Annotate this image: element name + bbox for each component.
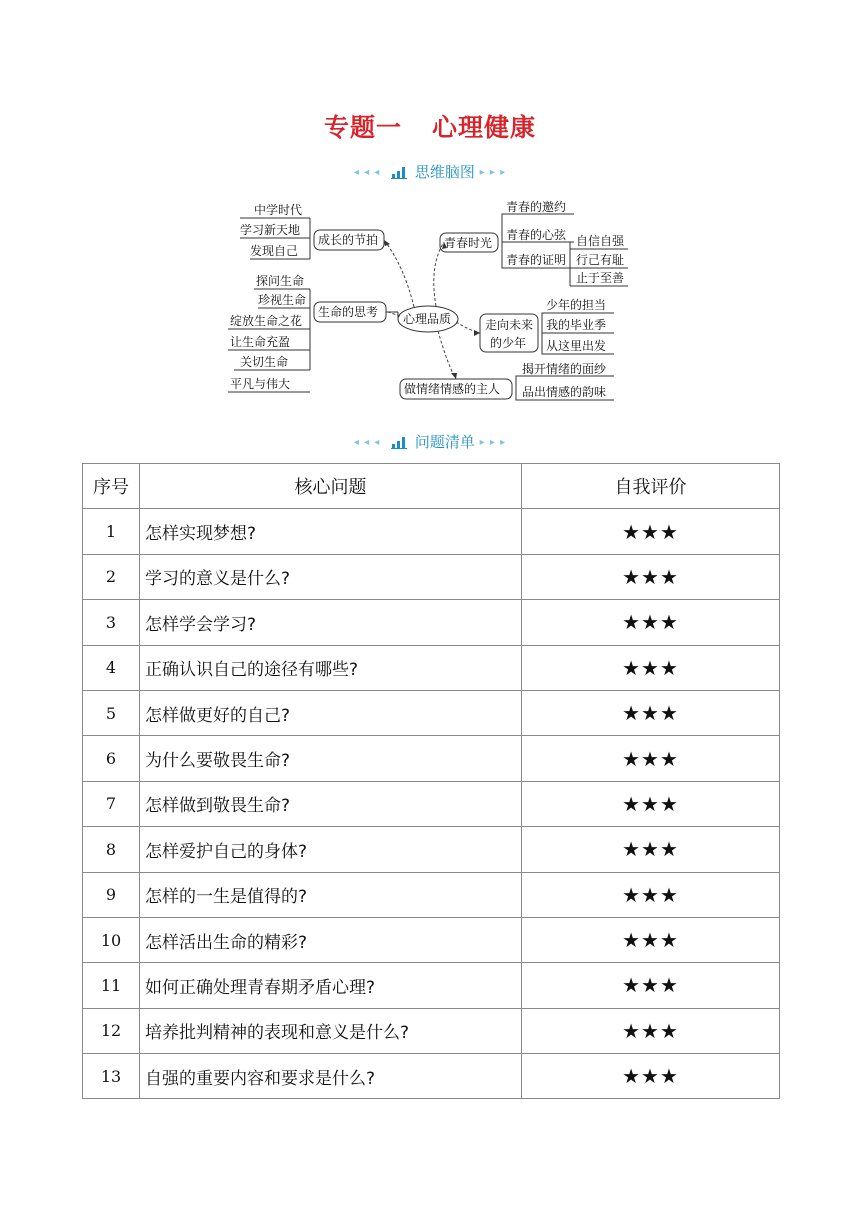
row-rating: ★★★ [522, 509, 780, 554]
row-rating: ★★★ [522, 917, 780, 962]
row-number: 1 [83, 509, 140, 554]
table-row [83, 554, 780, 599]
row-number: 3 [83, 600, 140, 645]
mm-leaf: 青春的证明 [506, 253, 567, 267]
row-number: 5 [83, 690, 140, 735]
mm-subleaf: 自信自强 [576, 234, 625, 248]
row-rating: ★★★ [522, 600, 780, 645]
row-rating: ★★★ [522, 827, 780, 872]
mm-leaf: 学习新天地 [240, 223, 301, 237]
mm-leaf: 中学时代 [254, 203, 303, 217]
table-row [83, 1054, 780, 1099]
row-number: 9 [83, 872, 140, 917]
mm-branch: 生命的思考 [318, 305, 379, 319]
row-number: 8 [83, 827, 140, 872]
mm-branch: 做情绪情感的主人 [404, 382, 501, 396]
left-arrows-icon: ◂ ◂ ◂ [353, 437, 381, 448]
header-number: 序号 [83, 464, 140, 509]
row-number: 2 [83, 554, 140, 599]
row-number: 12 [83, 1008, 140, 1053]
row-question: 培养批判精神的表现和意义是什么? [140, 1008, 522, 1053]
question-table [82, 463, 780, 1099]
table-row [83, 645, 780, 690]
mm-branch-line2: 的少年 [490, 336, 527, 350]
row-question: 学习的意义是什么? [140, 554, 522, 599]
row-number: 7 [83, 781, 140, 826]
mm-center: 心理品质 [403, 312, 452, 326]
mm-leaf: 关切生命 [240, 355, 289, 369]
mm-leaf: 发现自己 [250, 244, 299, 258]
row-question: 自强的重要内容和要求是什么? [140, 1054, 522, 1099]
mm-leaf: 少年的担当 [546, 298, 607, 312]
bar-chart-icon [391, 165, 407, 179]
table-row [83, 1008, 780, 1053]
table-row [83, 781, 780, 826]
mind-map [224, 196, 644, 406]
table-row [83, 827, 780, 872]
table-row [83, 509, 780, 554]
mm-branch: 成长的节拍 [318, 233, 379, 247]
row-number: 11 [83, 963, 140, 1008]
row-rating: ★★★ [522, 1008, 780, 1053]
row-question: 怎样活出生命的精彩? [140, 917, 522, 962]
row-rating: ★★★ [522, 554, 780, 599]
mindmap-section-label: 思维脑图 [414, 163, 475, 181]
mm-leaf: 绽放生命之花 [230, 314, 303, 328]
mm-subleaf: 行己有耻 [576, 253, 625, 267]
row-question: 怎样学会学习? [140, 600, 522, 645]
mm-leaf: 让生命充盈 [230, 335, 291, 349]
bar-chart-icon [391, 435, 407, 449]
row-question: 怎样做更好的自己? [140, 690, 522, 735]
table-row [83, 917, 780, 962]
table-row [83, 690, 780, 735]
mm-subleaf: 止于至善 [576, 271, 625, 285]
right-arrows-icon: ▸ ▸ ▸ [479, 437, 507, 448]
mm-leaf: 品出情感的韵味 [522, 385, 607, 399]
table-header-row [83, 464, 780, 509]
row-number: 6 [83, 736, 140, 781]
mm-leaf: 探问生命 [256, 274, 305, 288]
row-rating: ★★★ [522, 872, 780, 917]
table-row [83, 872, 780, 917]
row-number: 10 [83, 917, 140, 962]
left-arrows-icon: ◂ ◂ ◂ [353, 167, 381, 178]
mm-leaf: 从这里出发 [546, 339, 607, 353]
row-rating: ★★★ [522, 690, 780, 735]
row-rating: ★★★ [522, 1054, 780, 1099]
page-title [0, 108, 860, 144]
row-question: 怎样做到敬畏生命? [140, 781, 522, 826]
title-part1: 专题一 [323, 113, 402, 142]
header-question: 核心问题 [140, 464, 522, 509]
mindmap-section-header [0, 161, 860, 182]
row-question: 怎样实现梦想? [140, 509, 522, 554]
row-rating: ★★★ [522, 781, 780, 826]
mm-leaf: 珍视生命 [258, 293, 307, 307]
row-question: 正确认识自己的途径有哪些? [140, 645, 522, 690]
mm-leaf: 平凡与伟大 [230, 377, 291, 391]
table-row [83, 963, 780, 1008]
mm-branch-line1: 走向未来 [485, 318, 534, 332]
mm-branch: 青春时光 [444, 236, 493, 250]
table-row [83, 600, 780, 645]
mm-leaf: 揭开情绪的面纱 [522, 362, 607, 376]
mm-leaf: 青春的邀约 [506, 200, 567, 214]
row-rating: ★★★ [522, 645, 780, 690]
row-rating: ★★★ [522, 963, 780, 1008]
row-number: 13 [83, 1054, 140, 1099]
row-question: 如何正确处理青春期矛盾心理? [140, 963, 522, 1008]
header-rating: 自我评价 [522, 464, 780, 509]
list-section-label: 问题清单 [414, 433, 475, 451]
row-question: 怎样爱护自己的身体? [140, 827, 522, 872]
title-part2: 心理健康 [432, 113, 537, 142]
row-number: 4 [83, 645, 140, 690]
right-arrows-icon: ▸ ▸ ▸ [479, 167, 507, 178]
mm-leaf: 青春的心弦 [506, 228, 567, 242]
table-row [83, 736, 780, 781]
row-question: 怎样的一生是值得的? [140, 872, 522, 917]
mm-leaf: 我的毕业季 [546, 318, 607, 332]
list-section-header [0, 431, 860, 452]
row-question: 为什么要敬畏生命? [140, 736, 522, 781]
row-rating: ★★★ [522, 736, 780, 781]
